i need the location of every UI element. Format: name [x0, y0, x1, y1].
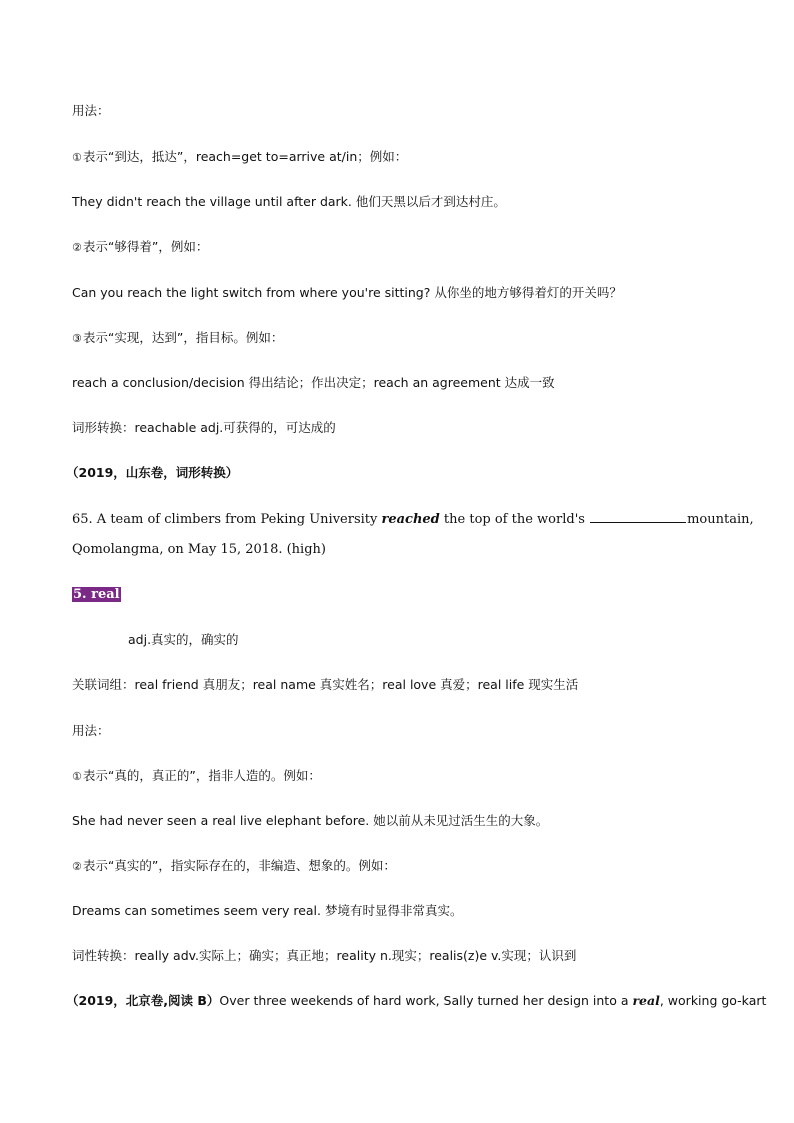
exam-text: , working go-kart — [659, 993, 767, 1008]
circled-number-3: ③ — [72, 332, 82, 345]
real-example-1: She had never seen a real live elephant before. 她以前从未见过活生生的大象。 — [72, 813, 549, 828]
circled-number-1: ① — [72, 151, 82, 164]
question-text: mountain, — [687, 512, 754, 527]
reach-example-1: They didn't reach the village until after dark. 他们天黑以后才到达村庄。 — [72, 194, 506, 209]
exam-source: （2019，北京卷,阅读 B） — [66, 993, 220, 1008]
question-text: the top of the world's — [443, 512, 585, 527]
real-usage-label: 用法： — [72, 723, 110, 738]
real-usage-1 — [72, 767, 321, 786]
usage-text: 表示“到达，抵达”，reach=get to=arrive at/in；例如： — [82, 149, 408, 164]
reach-usage-1 — [72, 148, 407, 167]
question-65-line-1 — [72, 510, 754, 529]
real-exam-line — [66, 992, 766, 1010]
reach-example-2: Can you reach the light switch from where you're sitting? 从你坐的地方够得着灯的开关吗？ — [72, 285, 622, 300]
usage-text: 表示“够得着”，例如： — [82, 239, 209, 254]
usage-text: 表示“实现，达到”，指目标。例如： — [82, 330, 284, 345]
reach-usage-label: 用法： — [72, 103, 110, 118]
exam-text: Over three weekends of hard work, Sally turned her design into a — [219, 993, 629, 1008]
reach-example-3: reach a conclusion/decision 得出结论；作出决定；reach an agreement 达成一致 — [72, 375, 555, 390]
real-word-conversion: 词性转换：really adv.实际上；确实；真正地；reality n.现实；realis(z)e v.实现；认识到 — [72, 948, 577, 963]
section-heading-real — [72, 586, 121, 604]
emphasized-word: real — [632, 993, 660, 1008]
circled-number-2: ② — [72, 860, 82, 873]
real-usage-2 — [72, 857, 396, 876]
reach-usage-3 — [72, 329, 283, 348]
question-65-line-2: Qomolangma, on May 15, 2018. (high) — [72, 542, 326, 557]
circled-number-2: ② — [72, 241, 82, 254]
question-text: 65. A team of climbers from Peking University — [72, 512, 378, 527]
reach-exam-source: （2019，山东卷，词形转换） — [66, 465, 239, 480]
usage-text: 表示“真的，真正的”，指非人造的。例如： — [82, 768, 321, 783]
reach-word-conversion: 词形转换：reachable adj.可获得的，可达成的 — [72, 420, 336, 435]
heading-highlight: 5. real — [73, 587, 120, 602]
emphasized-word: reached — [381, 512, 440, 527]
real-part-of-speech: adj.真实的，确实的 — [128, 632, 239, 647]
real-related-phrases: 关联词组：real friend 真朋友；real name 真实姓名；real love 真爱；real life 现实生活 — [72, 677, 579, 692]
reach-usage-2 — [72, 238, 208, 257]
answer-blank[interactable] — [590, 510, 686, 523]
usage-text: 表示“真实的”，指实际存在的，非编造、想象的。例如： — [82, 858, 396, 873]
real-example-2: Dreams can sometimes seem very real. 梦境有时显得非常真实。 — [72, 903, 463, 918]
circled-number-1: ① — [72, 770, 82, 783]
